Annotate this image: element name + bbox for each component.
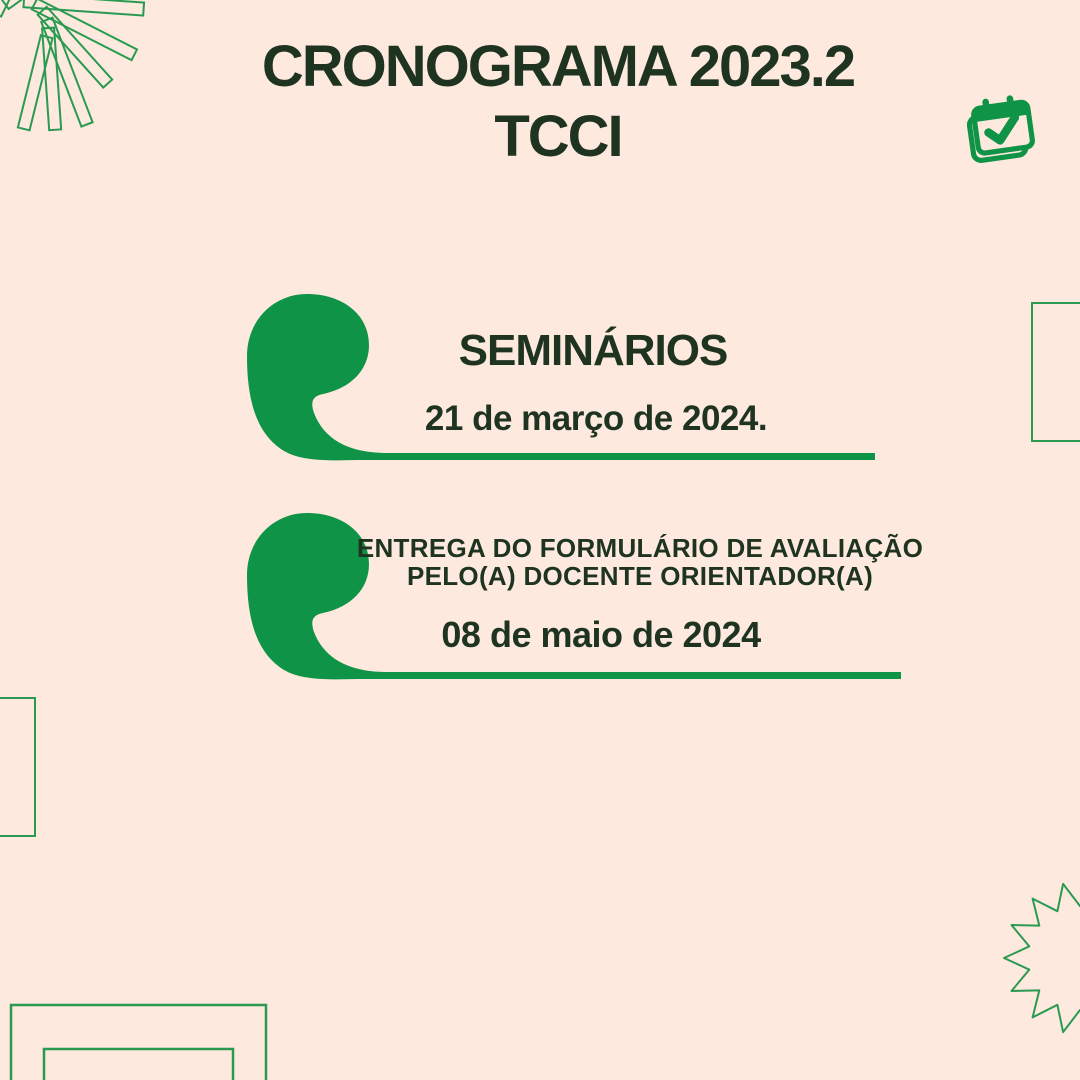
table-outline-shape <box>8 1002 270 1080</box>
section-date: 21 de março de 2024. <box>424 399 768 438</box>
spiky-sun-icon <box>995 878 1080 1038</box>
rectangle-outline-shape <box>0 697 36 837</box>
calendar-check-icon <box>960 92 1040 172</box>
section-heading <box>53 328 1080 374</box>
page-title-line1: CRONOGRAMA 2023.2 <box>261 34 855 99</box>
page-title <box>18 32 1080 172</box>
section-heading <box>100 534 1080 590</box>
section-heading-line: PELO(A) DOCENTE ORIENTADOR(A) <box>406 561 874 591</box>
section-heading-line: SEMINÁRIOS <box>458 326 728 375</box>
section-heading-line: ENTREGA DO FORMULÁRIO DE AVALIAÇÃO <box>356 533 924 563</box>
section-date: 08 de maio de 2024 <box>441 614 761 655</box>
page-title-line2: TCCI <box>494 104 622 169</box>
